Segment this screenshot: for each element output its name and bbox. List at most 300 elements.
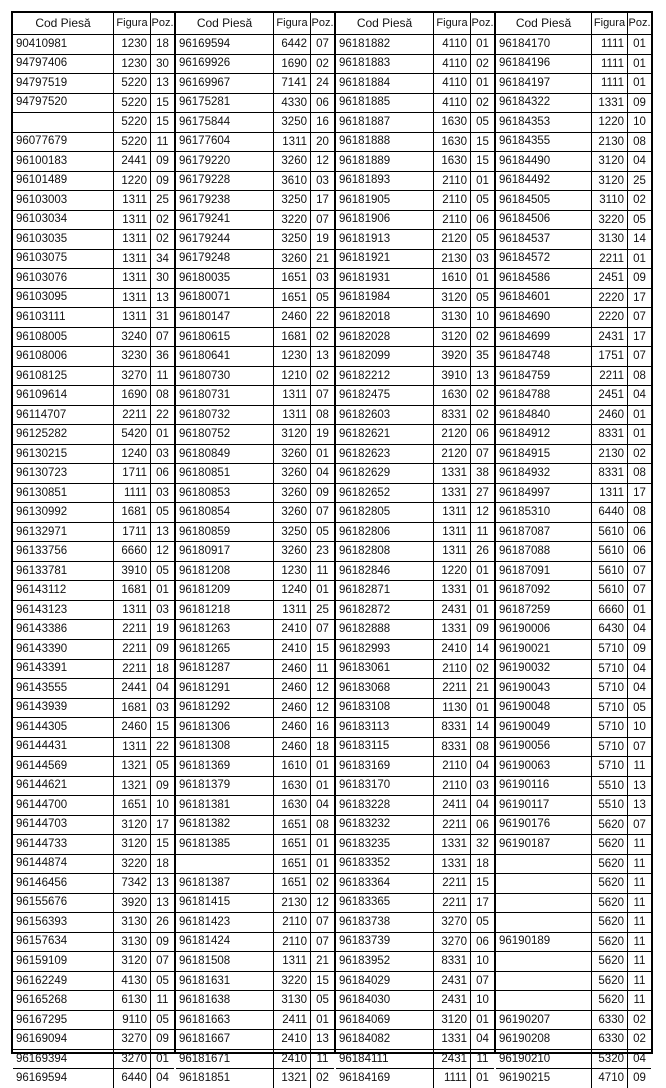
part-code: 96184170 bbox=[499, 37, 551, 50]
part-code: 96181671 bbox=[179, 1052, 231, 1065]
header-figure: Figura bbox=[433, 13, 470, 34]
table-row bbox=[176, 289, 334, 309]
figure-number: 6440 bbox=[591, 503, 627, 522]
table-row bbox=[336, 757, 494, 777]
table-row bbox=[13, 777, 174, 797]
position-number: 04 bbox=[310, 796, 334, 815]
table-row bbox=[13, 172, 174, 192]
part-code: 96143939 bbox=[16, 701, 68, 714]
part-code: 96190049 bbox=[499, 720, 551, 733]
position-number: 17 bbox=[310, 191, 334, 210]
part-code: 96184029 bbox=[339, 974, 391, 987]
part-code: 96180917 bbox=[179, 545, 231, 558]
table-row bbox=[496, 406, 651, 426]
table-row bbox=[496, 425, 651, 445]
position-number: 06 bbox=[150, 464, 174, 483]
figure-number: 3130 bbox=[273, 991, 310, 1010]
figure-number: 3220 bbox=[113, 855, 150, 874]
position-number: 01 bbox=[627, 601, 651, 620]
position-number: 02 bbox=[310, 328, 334, 347]
figure-number: 5710 bbox=[591, 738, 627, 757]
figure-number: 1651 bbox=[273, 855, 310, 874]
figure-number: 1111 bbox=[591, 74, 627, 93]
part-code: 96130215 bbox=[16, 447, 68, 460]
position-number: 13 bbox=[310, 1030, 334, 1049]
part-code: 96190117 bbox=[499, 798, 550, 811]
position-number: 01 bbox=[310, 757, 334, 776]
part-code: 96184490 bbox=[499, 154, 551, 167]
figure-number: 2441 bbox=[113, 152, 150, 171]
part-code: 96190189 bbox=[499, 935, 551, 948]
table-row bbox=[13, 523, 174, 543]
figure-number: 1681 bbox=[113, 699, 150, 718]
table-row bbox=[176, 620, 334, 640]
part-code: 96181882 bbox=[339, 37, 391, 50]
position-number: 09 bbox=[627, 1069, 651, 1088]
figure-number: 2211 bbox=[591, 250, 627, 269]
part-code: 96144305 bbox=[16, 720, 68, 733]
part-code: 96181921 bbox=[339, 252, 391, 265]
header-figure: Figura bbox=[273, 13, 310, 34]
position-number: 04 bbox=[150, 679, 174, 698]
table-row bbox=[496, 94, 651, 114]
figure-number: 3270 bbox=[113, 1050, 150, 1069]
part-code: 96182212 bbox=[339, 369, 391, 382]
figure-number: 2110 bbox=[433, 777, 470, 796]
figure-number: 1331 bbox=[591, 94, 627, 113]
part-code: 96183061 bbox=[339, 662, 391, 675]
figure-number: 2460 bbox=[273, 308, 310, 327]
part-code: 96183952 bbox=[339, 955, 391, 967]
column-block-4 bbox=[494, 13, 651, 1085]
position-number: 02 bbox=[150, 230, 174, 249]
part-code: 96156393 bbox=[16, 915, 68, 928]
position-number: 12 bbox=[470, 503, 494, 522]
position-number: 02 bbox=[470, 94, 494, 113]
figure-number: 2130 bbox=[433, 250, 470, 269]
part-code: 96183169 bbox=[339, 759, 391, 772]
position-number: 02 bbox=[627, 191, 651, 210]
figure-number: 1111 bbox=[433, 1069, 470, 1088]
table-row bbox=[336, 972, 494, 992]
position-number: 11 bbox=[310, 660, 334, 679]
figure-number: 1610 bbox=[273, 757, 310, 776]
table-row bbox=[176, 133, 334, 153]
figure-number: 3120 bbox=[591, 172, 627, 191]
part-code: 96181291 bbox=[179, 681, 231, 694]
figure-number: 5620 bbox=[591, 933, 627, 952]
position-number: 21 bbox=[310, 952, 334, 971]
figure-number: 1311 bbox=[113, 269, 150, 288]
part-code: 96182629 bbox=[339, 467, 391, 480]
table-row bbox=[13, 855, 174, 875]
part-code: 96182806 bbox=[339, 525, 391, 538]
figure-number: 5610 bbox=[591, 523, 627, 542]
part-code: 96175844 bbox=[179, 115, 231, 128]
position-number: 01 bbox=[310, 855, 334, 874]
table-row bbox=[13, 191, 174, 211]
position-number: 34 bbox=[150, 250, 174, 269]
part-code: 96182018 bbox=[339, 310, 391, 323]
position-number: 04 bbox=[627, 1050, 651, 1069]
position-number: 01 bbox=[470, 74, 494, 93]
position-number: 02 bbox=[310, 1069, 334, 1088]
position-number: 11 bbox=[310, 1050, 334, 1069]
figure-number: 2431 bbox=[433, 601, 470, 620]
position-number: 09 bbox=[150, 1030, 174, 1049]
table-row bbox=[336, 738, 494, 758]
figure-number: 2460 bbox=[273, 738, 310, 757]
position-number: 14 bbox=[627, 230, 651, 249]
table-row bbox=[336, 581, 494, 601]
figure-number: 3270 bbox=[433, 913, 470, 932]
table-row bbox=[13, 133, 174, 153]
part-code: 96190187 bbox=[499, 837, 551, 850]
part-code: 96143123 bbox=[16, 603, 68, 616]
part-code: 96187087 bbox=[499, 525, 551, 538]
table-row bbox=[176, 952, 334, 972]
position-number: 02 bbox=[627, 1030, 651, 1049]
figure-number: 8331 bbox=[433, 952, 470, 971]
figure-number: 2211 bbox=[591, 367, 627, 386]
figure-number: 2211 bbox=[113, 660, 150, 679]
table-row bbox=[496, 816, 651, 836]
table-row bbox=[496, 757, 651, 777]
part-code: 96125282 bbox=[16, 428, 68, 441]
figure-number: 5620 bbox=[591, 894, 627, 913]
figure-number: 2431 bbox=[433, 991, 470, 1010]
table-row bbox=[336, 94, 494, 114]
part-code: 96180615 bbox=[179, 330, 231, 343]
figure-number: 1311 bbox=[273, 601, 310, 620]
figure-number: 1331 bbox=[433, 464, 470, 483]
part-code: 96181984 bbox=[339, 291, 391, 304]
figure-number: 3260 bbox=[273, 484, 310, 503]
part-code: 96181884 bbox=[339, 76, 391, 89]
header-position: Poz. bbox=[310, 13, 334, 34]
figure-number: 2410 bbox=[433, 640, 470, 659]
table-row bbox=[496, 484, 651, 504]
figure-number: 3120 bbox=[591, 152, 627, 171]
figure-number: 5610 bbox=[591, 581, 627, 600]
part-code: 96146456 bbox=[16, 876, 68, 889]
part-code: 96181385 bbox=[179, 837, 231, 850]
table-row bbox=[496, 113, 651, 133]
figure-number: 3270 bbox=[113, 367, 150, 386]
table-row bbox=[176, 55, 334, 75]
position-number: 02 bbox=[310, 55, 334, 74]
part-code: 96182099 bbox=[339, 350, 391, 363]
part-code: 96181287 bbox=[179, 662, 231, 675]
part-code: 96184353 bbox=[499, 115, 551, 128]
table-row bbox=[13, 55, 174, 75]
position-number: 01 bbox=[627, 35, 651, 54]
figure-number: 2460 bbox=[273, 679, 310, 698]
position-number: 18 bbox=[150, 35, 174, 54]
position-number: 04 bbox=[627, 386, 651, 405]
table-row bbox=[336, 718, 494, 738]
table-row bbox=[336, 542, 494, 562]
part-code: 96182871 bbox=[339, 584, 391, 597]
figure-number: 1230 bbox=[273, 347, 310, 366]
position-number: 07 bbox=[150, 328, 174, 347]
position-number: 01 bbox=[627, 250, 651, 269]
position-number: 05 bbox=[470, 230, 494, 249]
figure-number: 3110 bbox=[591, 191, 627, 210]
figure-number: 1331 bbox=[433, 1030, 470, 1049]
part-code: 96190116 bbox=[499, 779, 550, 792]
figure-number: 1751 bbox=[591, 347, 627, 366]
figure-number: 1331 bbox=[433, 484, 470, 503]
part-code: 96179241 bbox=[179, 213, 231, 226]
position-number: 15 bbox=[470, 874, 494, 893]
table-row bbox=[176, 523, 334, 543]
part-code: 96144703 bbox=[16, 818, 68, 831]
part-code: 96144431 bbox=[16, 740, 68, 753]
parts-index-table bbox=[11, 11, 653, 1085]
part-code: 96187091 bbox=[499, 564, 551, 577]
figure-number: 1681 bbox=[113, 581, 150, 600]
part-code: 96165268 bbox=[16, 994, 68, 1007]
part-code: 96184932 bbox=[499, 467, 551, 480]
position-number: 24 bbox=[310, 74, 334, 93]
position-number: 03 bbox=[150, 699, 174, 718]
header-position: Poz. bbox=[627, 13, 651, 34]
part-code: 96184788 bbox=[499, 389, 551, 402]
table-row bbox=[496, 211, 651, 231]
table-row bbox=[496, 386, 651, 406]
table-row bbox=[496, 133, 651, 153]
figure-number: 1240 bbox=[273, 581, 310, 600]
position-number: 01 bbox=[627, 55, 651, 74]
position-number: 07 bbox=[627, 581, 651, 600]
table-row bbox=[176, 816, 334, 836]
figure-number: 2460 bbox=[273, 699, 310, 718]
part-code: 96181306 bbox=[179, 720, 231, 733]
position-number: 18 bbox=[470, 855, 494, 874]
part-code: 96181638 bbox=[179, 994, 231, 1007]
position-number: 05 bbox=[470, 191, 494, 210]
figure-number: 3120 bbox=[113, 835, 150, 854]
part-code: 96184912 bbox=[499, 428, 551, 441]
position-number: 21 bbox=[470, 679, 494, 698]
position-number: 38 bbox=[470, 464, 494, 483]
table-row bbox=[176, 308, 334, 328]
table-row bbox=[496, 581, 651, 601]
table-row bbox=[496, 835, 651, 855]
table-row bbox=[13, 250, 174, 270]
figure-number: 5710 bbox=[591, 718, 627, 737]
position-number: 05 bbox=[150, 503, 174, 522]
figure-number: 2110 bbox=[433, 757, 470, 776]
part-code: 96184169 bbox=[339, 1072, 391, 1085]
position-number: 20 bbox=[310, 133, 334, 152]
part-code: 96143391 bbox=[16, 662, 68, 675]
table-row bbox=[496, 269, 651, 289]
table-row bbox=[336, 113, 494, 133]
table-row bbox=[176, 484, 334, 504]
table-row bbox=[176, 74, 334, 94]
part-code: 96181905 bbox=[339, 193, 391, 206]
position-number: 09 bbox=[150, 172, 174, 191]
table-row bbox=[13, 601, 174, 621]
part-code: 96184196 bbox=[499, 57, 551, 70]
position-number: 11 bbox=[150, 133, 174, 152]
part-code: 96103034 bbox=[16, 213, 68, 226]
figure-number: 1311 bbox=[113, 211, 150, 230]
table-row bbox=[336, 74, 494, 94]
position-number: 07 bbox=[627, 738, 651, 757]
position-number: 25 bbox=[627, 172, 651, 191]
position-number: 07 bbox=[310, 503, 334, 522]
position-number: 11 bbox=[150, 367, 174, 386]
table-row bbox=[176, 991, 334, 1011]
part-code: 96182805 bbox=[339, 506, 391, 519]
table-row bbox=[336, 816, 494, 836]
figure-number: 5610 bbox=[591, 562, 627, 581]
part-code: 96181308 bbox=[179, 740, 231, 753]
part-code: 96179248 bbox=[179, 252, 231, 265]
position-number: 09 bbox=[150, 777, 174, 796]
position-number: 05 bbox=[310, 523, 334, 542]
figure-number: 2120 bbox=[433, 445, 470, 464]
part-code: 94797520 bbox=[16, 96, 68, 109]
figure-number: 5620 bbox=[591, 874, 627, 893]
position-number: 07 bbox=[310, 386, 334, 405]
figure-number: 1220 bbox=[433, 562, 470, 581]
figure-number: 5220 bbox=[113, 133, 150, 152]
table-row bbox=[176, 191, 334, 211]
table-row bbox=[176, 445, 334, 465]
figure-number: 2211 bbox=[113, 620, 150, 639]
part-code: 96190207 bbox=[499, 1013, 551, 1026]
table-row bbox=[13, 289, 174, 309]
figure-number: 1331 bbox=[433, 835, 470, 854]
position-number: 02 bbox=[150, 211, 174, 230]
part-code: 96184030 bbox=[339, 994, 391, 1007]
position-number: 01 bbox=[627, 425, 651, 444]
position-number: 12 bbox=[310, 699, 334, 718]
figure-number: 3130 bbox=[113, 933, 150, 952]
table-row bbox=[336, 445, 494, 465]
position-number: 13 bbox=[150, 74, 174, 93]
part-code: 96184111 bbox=[339, 1052, 389, 1065]
table-row bbox=[176, 777, 334, 797]
table-row bbox=[336, 55, 494, 75]
table-row bbox=[496, 445, 651, 465]
part-code: 90410981 bbox=[16, 37, 68, 50]
position-number: 01 bbox=[470, 1011, 494, 1030]
figure-number: 1311 bbox=[591, 484, 627, 503]
figure-number: 2110 bbox=[273, 933, 310, 952]
part-code: 96181887 bbox=[339, 115, 391, 128]
position-number: 02 bbox=[310, 874, 334, 893]
part-code: 96181387 bbox=[179, 876, 231, 889]
header-row bbox=[176, 13, 334, 35]
part-code: 96144874 bbox=[16, 857, 68, 870]
part-code: 96184601 bbox=[499, 291, 551, 304]
part-code: 96180732 bbox=[179, 408, 231, 421]
position-number: 19 bbox=[310, 230, 334, 249]
part-code: 96181888 bbox=[339, 135, 391, 148]
part-code: 96169926 bbox=[179, 57, 231, 70]
figure-number: 1321 bbox=[113, 757, 150, 776]
table-row bbox=[13, 211, 174, 231]
table-row bbox=[176, 699, 334, 719]
part-code: 96143555 bbox=[16, 681, 68, 694]
position-number: 03 bbox=[470, 777, 494, 796]
part-code: 96179228 bbox=[179, 174, 231, 187]
position-number: 04 bbox=[150, 1069, 174, 1088]
position-number: 09 bbox=[627, 640, 651, 659]
part-code: 96133781 bbox=[16, 564, 68, 577]
position-number: 01 bbox=[310, 835, 334, 854]
table-row bbox=[336, 191, 494, 211]
figure-number: 1311 bbox=[113, 250, 150, 269]
table-row bbox=[13, 152, 174, 172]
part-code: 96179220 bbox=[179, 154, 231, 167]
position-number: 11 bbox=[627, 913, 651, 932]
figure-number: 1681 bbox=[273, 328, 310, 347]
position-number: 02 bbox=[470, 55, 494, 74]
table-row bbox=[13, 94, 174, 114]
position-number: 19 bbox=[150, 620, 174, 639]
position-number: 19 bbox=[310, 425, 334, 444]
figure-number: 2460 bbox=[591, 406, 627, 425]
figure-number: 6442 bbox=[273, 35, 310, 54]
table-row bbox=[176, 1030, 334, 1050]
figure-number: 4110 bbox=[433, 55, 470, 74]
figure-number: 2410 bbox=[273, 1030, 310, 1049]
position-number: 31 bbox=[150, 308, 174, 327]
part-code: 96180752 bbox=[179, 428, 231, 441]
figure-number: 3120 bbox=[273, 425, 310, 444]
part-code: 96187092 bbox=[499, 584, 551, 597]
part-code: 96103003 bbox=[16, 193, 68, 206]
table-row bbox=[176, 328, 334, 348]
figure-number: 2441 bbox=[113, 679, 150, 698]
table-row bbox=[336, 855, 494, 875]
figure-number: 1651 bbox=[273, 269, 310, 288]
figure-number: 1311 bbox=[113, 230, 150, 249]
position-number: 15 bbox=[470, 152, 494, 171]
table-row bbox=[336, 660, 494, 680]
position-number: 32 bbox=[470, 835, 494, 854]
position-number: 01 bbox=[627, 406, 651, 425]
position-number: 12 bbox=[310, 152, 334, 171]
figure-number: 2110 bbox=[433, 211, 470, 230]
figure-number: 6430 bbox=[591, 620, 627, 639]
table-row bbox=[336, 386, 494, 406]
part-code: 96180147 bbox=[179, 310, 231, 323]
figure-number: 3260 bbox=[273, 445, 310, 464]
figure-number: 2120 bbox=[433, 230, 470, 249]
table-row bbox=[13, 367, 174, 387]
part-code: 96181263 bbox=[179, 623, 231, 636]
position-number: 07 bbox=[627, 562, 651, 581]
part-code: 96180851 bbox=[179, 467, 231, 480]
part-code: 96182846 bbox=[339, 564, 391, 577]
part-code: 96103095 bbox=[16, 291, 68, 304]
part-code: 96130851 bbox=[16, 486, 68, 499]
table-row bbox=[336, 874, 494, 894]
part-code: 96190208 bbox=[499, 1033, 551, 1046]
figure-number: 5510 bbox=[591, 777, 627, 796]
table-row bbox=[496, 972, 651, 992]
part-code: 96182872 bbox=[339, 603, 391, 616]
table-row bbox=[13, 991, 174, 1011]
part-code: 96182652 bbox=[339, 486, 391, 499]
